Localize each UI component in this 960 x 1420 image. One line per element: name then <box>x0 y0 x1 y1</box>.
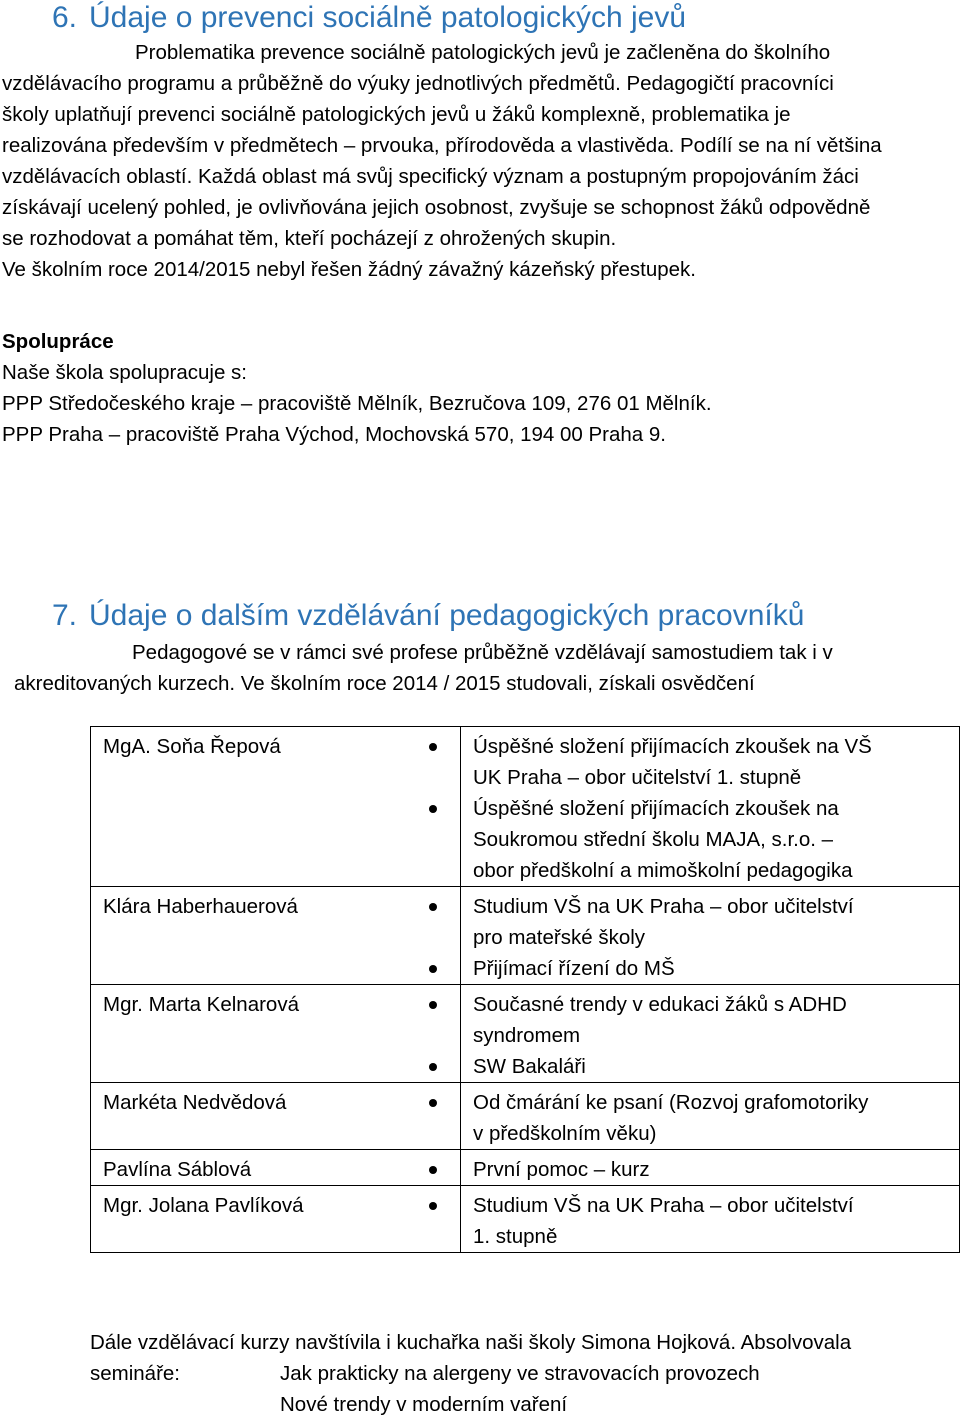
course-list <box>473 989 947 1082</box>
bullet-icon <box>429 1001 437 1009</box>
bullet-icon <box>429 1166 437 1174</box>
cooperation-heading: Spolupráce <box>2 330 114 353</box>
teacher-name: Pavlína Sáblová <box>91 1150 461 1186</box>
course-list-cell <box>461 1186 960 1253</box>
course-list-cell <box>461 1150 960 1186</box>
section-7-number: 7. <box>52 599 78 632</box>
course-list <box>473 1190 947 1252</box>
section-7-heading <box>52 598 804 634</box>
course-item: SW Bakaláři <box>473 1055 586 1078</box>
course-item: Současné trendy v edukaci žáků s ADHD syndromem <box>473 993 847 1047</box>
course-item: Úspěšné složení přijímacích zkoušek na Soukromou střední školu MAJA, s.r.o. – obor předškolní a mimoškolní pedagogika <box>473 797 853 882</box>
teacher-name: Markéta Nedvědová <box>91 1083 461 1150</box>
prevention-paragraph <box>2 37 958 285</box>
bullet-icon <box>429 1202 437 1210</box>
education-intro <box>14 637 904 699</box>
course-item: Od čmárání ke psaní (Rozvoj grafomotoriky v předškolním věku) <box>473 1091 869 1145</box>
seminar-label: semináře: <box>90 1362 181 1385</box>
table-row <box>91 1186 960 1253</box>
course-list <box>473 1087 947 1149</box>
course-list <box>473 891 947 984</box>
course-item: Studium VŠ na UK Praha – obor učitelství 1. stupně <box>473 1194 854 1248</box>
list-item <box>21 1087 947 1149</box>
list-item <box>21 989 947 1051</box>
bullet-icon <box>429 1099 437 1107</box>
kitchen-staff-note <box>90 1327 950 1420</box>
list-item <box>21 793 947 886</box>
education-intro-line: akreditovaných kurzech. Ve školním roce 2014 / 2015 studovali, získali osvědčení <box>14 672 755 695</box>
teacher-name: Klára Haberhauerová <box>91 887 461 985</box>
course-list-cell <box>461 1083 960 1150</box>
teacher-name: MgA. Soňa Řepová <box>91 727 461 887</box>
table-row <box>91 1150 960 1186</box>
list-item <box>21 1154 947 1185</box>
prevention-note: Ve školním roce 2014/2015 nebyl řešen žádný závažný kázeňský přestupek. <box>2 258 696 281</box>
list-item <box>21 953 947 984</box>
section-7-title: Údaje o dalším vzdělávání pedagogických pracovníků <box>89 599 805 632</box>
course-item: První pomoc – kurz <box>473 1158 650 1181</box>
teacher-name: Mgr. Marta Kelnarová <box>91 985 461 1083</box>
course-item: Studium VŠ na UK Praha – obor učitelství pro mateřské školy <box>473 895 854 949</box>
prevention-line: získávají ucelený pohled, je ovlivňována jejich osobnost, zvyšuje se schopnost žáků odpovědně <box>2 196 871 219</box>
prevention-line: realizována především v předmětech – prvouka, přírodověda a vlastivěda. Podílí se na ní většina <box>2 134 882 157</box>
prevention-line: vzdělávacích oblastí. Každá oblast má svůj specifický význam a postupným propojováním žáci <box>2 165 859 188</box>
table-row <box>91 985 960 1083</box>
education-intro-line: Pedagogové se v rámci své profese průběžně vzdělávají samostudiem tak i v <box>132 641 833 664</box>
seminar-item: Jak prakticky na alergeny ve stravovacích provozech <box>280 1362 760 1385</box>
course-list-cell <box>461 727 960 887</box>
course-list <box>473 731 947 886</box>
cooperation-partner: PPP Středočeského kraje – pracoviště Mělník, Bezručova 109, 276 01 Mělník. <box>2 392 712 415</box>
teacher-name: Mgr. Jolana Pavlíková <box>91 1186 461 1253</box>
prevention-line: školy uplatňují prevenci sociálně patologických jevů u žáků komplexně, problematika je <box>2 103 791 126</box>
section-6-number: 6. <box>52 1 78 34</box>
bullet-icon <box>429 805 437 813</box>
course-list <box>473 1154 947 1185</box>
courses-table <box>90 726 960 1253</box>
section-6-heading <box>52 0 686 36</box>
bullet-icon <box>429 743 437 751</box>
list-item <box>21 1190 947 1252</box>
seminar-row <box>90 1358 950 1389</box>
bullet-icon <box>429 903 437 911</box>
cooperation-intro: Naše škola spolupracuje s: <box>2 361 247 384</box>
table-row <box>91 887 960 985</box>
list-item <box>21 731 947 793</box>
course-list-cell <box>461 985 960 1083</box>
list-item <box>21 891 947 953</box>
prevention-line: Problematika prevence sociálně patologických jevů je začleněna do školního <box>135 41 831 64</box>
bullet-icon <box>429 965 437 973</box>
cooperation-block <box>2 326 712 450</box>
cooperation-partner: PPP Praha – pracoviště Praha Východ, Mochovská 570, 194 00 Praha 9. <box>2 423 666 446</box>
list-item <box>21 1051 947 1082</box>
bullet-icon <box>429 1063 437 1071</box>
kitchen-note-line: Dále vzdělávací kurzy navštívila i kuchařka naši školy Simona Hojková. Absolvovala <box>90 1331 852 1354</box>
table-row <box>91 1083 960 1150</box>
section-6-title: Údaje o prevenci sociálně patologických jevů <box>89 1 687 34</box>
seminar-item: Nové trendy v moderním vaření <box>280 1393 568 1416</box>
prevention-line: vzdělávacího programu a průběžně do výuky jednotlivých předmětů. Pedagogičtí pracovníci <box>2 72 834 95</box>
course-item: Přijímací řízení do MŠ <box>473 957 675 980</box>
prevention-line: se rozhodovat a pomáhat těm, kteří pocházejí z ohrožených skupin. <box>2 227 617 250</box>
course-list-cell <box>461 887 960 985</box>
table-row <box>91 727 960 887</box>
course-item: Úspěšné složení přijímacích zkoušek na VŠ UK Praha – obor učitelství 1. stupně <box>473 735 872 789</box>
